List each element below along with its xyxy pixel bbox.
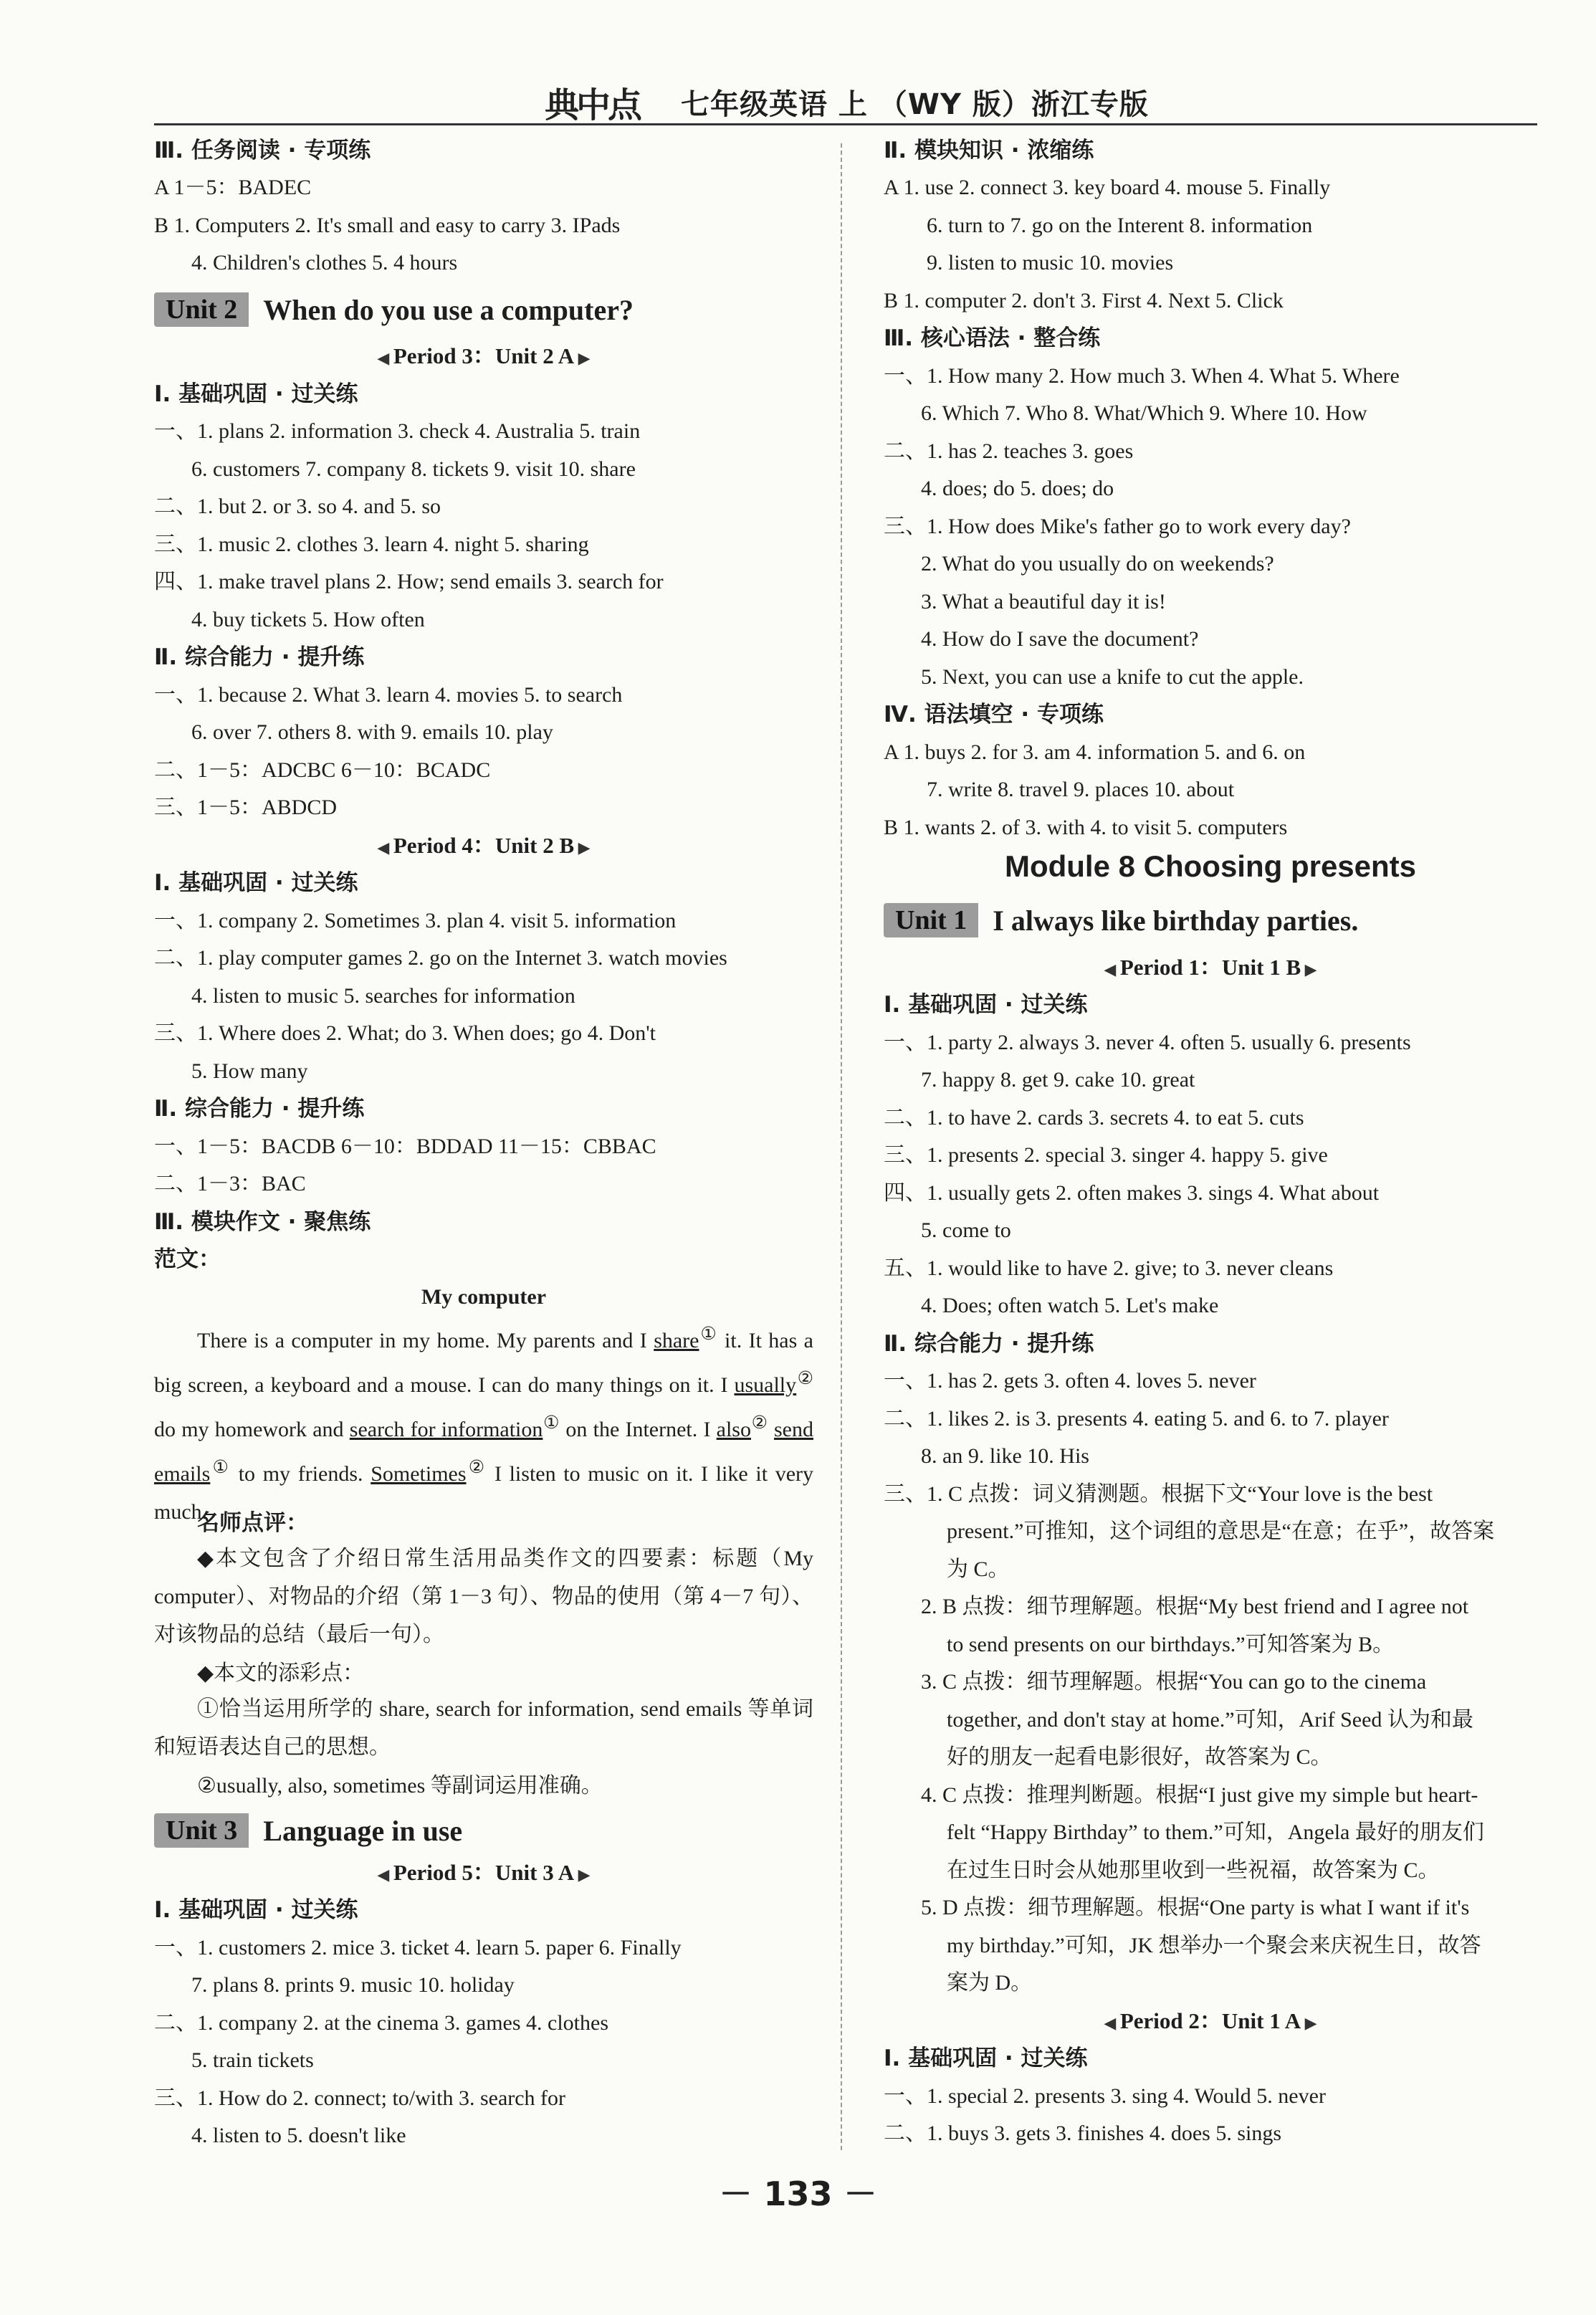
answer-line: 三、1. music 2. clothes 3. learn 4. night 5. sharing xyxy=(154,533,589,556)
answer-line: A 1－5：BADEC xyxy=(154,176,312,199)
period-heading: ◀ Period 3：Unit 2 A ▶ xyxy=(377,343,591,368)
answer-line: 二、1. play computer games 2. go on the Internet 3. watch movies xyxy=(154,946,727,970)
answer-line: 四、1. usually gets 2. often makes 3. sings 4. What about xyxy=(884,1181,1380,1205)
section-heading: Ⅰ. 基础巩固 · 过关练 xyxy=(154,870,358,896)
unit-heading xyxy=(884,903,1358,946)
explanation-line: 3. C 点拨：细节理解题。根据“You can go to the cinema xyxy=(921,1670,1427,1694)
book-logo: 典中点 xyxy=(545,85,640,125)
period-heading: ◀ Period 2：Unit 1 A ▶ xyxy=(1104,2008,1317,2033)
answer-line: 7. write 8. travel 9. places 10. about xyxy=(927,778,1235,801)
highlight-word: also xyxy=(716,1418,751,1441)
section-heading: Ⅰ. 基础巩固 · 过关练 xyxy=(154,381,358,407)
explanation-line: 为 C。 xyxy=(947,1557,1010,1581)
module-title: Module 8 Choosing presents xyxy=(1004,849,1417,883)
section-heading: Ⅲ. 模块作文 · 聚焦练 xyxy=(154,1209,371,1235)
section-heading: Ⅳ. 语法填空 · 专项练 xyxy=(884,702,1104,727)
answer-line: B 1. wants 2. of 3. with 4. to visit 5. computers xyxy=(884,816,1288,839)
unit-title: When do you use a computer? xyxy=(263,293,634,326)
unit-badge: Unit 3 xyxy=(154,1813,249,1848)
section-heading: Ⅱ. 综合能力 · 提升练 xyxy=(154,1096,365,1122)
section-heading: Ⅲ. 任务阅读 · 专项练 xyxy=(154,138,371,163)
answer-line: B 1. Computers 2. It's small and easy to carry 3. IPads xyxy=(154,214,621,237)
answer-line: 一、1. has 2. gets 3. often 4. loves 5. never xyxy=(884,1369,1256,1393)
answer-line: 三、1. How do 2. connect; to/with 3. search for xyxy=(154,2086,566,2110)
highlight-word: usually xyxy=(734,1373,797,1397)
period-heading: ◀ Period 4：Unit 2 B ▶ xyxy=(377,833,591,858)
unit-title: Language in use xyxy=(263,1814,463,1847)
section-heading: Ⅱ. 综合能力 · 提升练 xyxy=(884,1331,1094,1357)
unit-heading xyxy=(154,292,634,335)
answer-line: 6. customers 7. company 8. tickets 9. visit 10. share xyxy=(191,457,636,481)
highlight-word: send emails xyxy=(154,1418,813,1486)
answer-line: 二、1. likes 2. is 3. presents 4. eating 5. and 6. to 7. player xyxy=(884,1407,1389,1431)
essay-title: My computer xyxy=(421,1285,547,1309)
answer-line: 6. turn to 7. go on the Interent 8. information xyxy=(927,214,1313,237)
answer-line: 7. happy 8. get 9. cake 10. great xyxy=(921,1068,1195,1092)
answer-line: 9. listen to music 10. movies xyxy=(927,251,1174,275)
explanation-line: 好的朋友一起看电影很好，故答案为 C。 xyxy=(947,1745,1332,1769)
explanation-line: 2. B 点拨：细节理解题。根据“My best friend and I agree not xyxy=(921,1595,1469,1618)
answer-line: A 1. use 2. connect 3. key board 4. mouse 5. Finally xyxy=(884,176,1331,199)
explanation-line: 三、1. C 点拨：词义猜测题。根据下文“Your love is the best xyxy=(884,1482,1433,1506)
essay-body: There is a computer in my home. My parents and I share① it. It has a big screen, a keyboard and a mouse. I can do many things on it. I usually② do my homework and search for information① on the Internet. I also② send emails① to my friends. Sometimes② I listen to music on it. I like it very much. xyxy=(154,1324,813,1524)
answer-line: 8. an 9. like 10. His xyxy=(921,1444,1089,1468)
answer-line: 3. What a beautiful day it is! xyxy=(921,590,1166,614)
unit-badge: Unit 1 xyxy=(884,903,978,937)
explanation-line: felt “Happy Birthday” to them.”可知，Angela 最好的朋友们 xyxy=(947,1820,1484,1844)
comment-paragraph: ◆本文包含了介绍日常生活用品类作文的四要素：标题（My computer）、对物品的介绍（第 1－3 句）、物品的使用（第 4－7 句）、对该物品的总结（最后一句）。 xyxy=(154,1547,813,1646)
explanation-line: present.”可推知，这个词组的意思是“在意；在乎”，故答案 xyxy=(947,1519,1495,1543)
answer-line: 一、1. because 2. What 3. learn 4. movies 5. to search xyxy=(154,683,623,707)
section-heading: Ⅰ. 基础巩固 · 过关练 xyxy=(884,992,1088,1018)
answer-line: 二、1. buys 3. gets 3. finishes 4. does 5. sings xyxy=(884,2121,1281,2145)
answer-line: 三、1. How does Mike's father go to work every day? xyxy=(884,515,1351,538)
period-heading: ◀ Period 5：Unit 3 A ▶ xyxy=(377,1860,591,1885)
answer-line: 一、1. party 2. always 3. never 4. often 5. usually 6. presents xyxy=(884,1031,1411,1054)
answer-line: 4. listen to 5. doesn't like xyxy=(191,2124,406,2147)
page-number: － 133 － xyxy=(719,2175,877,2213)
answer-line: 二、1. but 2. or 3. so 4. and 5. so xyxy=(154,495,441,518)
answer-line: 五、1. would like to have 2. give; to 3. never cleans xyxy=(884,1256,1334,1280)
model-essay-label: 范文： xyxy=(154,1246,221,1272)
answer-line: 6. Which 7. Who 8. What/Which 9. Where 10. How xyxy=(921,401,1367,425)
answer-line: 二、1. has 2. teaches 3. goes xyxy=(884,439,1134,463)
answer-line: 一、1. customers 2. mice 3. ticket 4. learn 5. paper 6. Finally xyxy=(154,1936,682,1960)
unit-heading xyxy=(154,1813,462,1856)
unit-badge: Unit 2 xyxy=(154,292,249,327)
section-heading: Ⅱ. 综合能力 · 提升练 xyxy=(154,644,365,670)
comment-paragraph: ②usually, also, sometimes 等副词运用准确。 xyxy=(197,1774,603,1798)
answer-line: 二、1. to have 2. cards 3. secrets 4. to eat 5. cuts xyxy=(884,1106,1304,1130)
section-heading: Ⅰ. 基础巩固 · 过关练 xyxy=(154,1897,358,1923)
unit-title: I always like birthday parties. xyxy=(993,904,1359,937)
highlight-word: search for information xyxy=(349,1418,543,1441)
answer-line: 三、1. presents 2. special 3. singer 4. happy 5. give xyxy=(884,1143,1328,1167)
explanation-line: to send presents on our birthdays.”可知答案为 B。 xyxy=(947,1633,1395,1656)
answer-line: 四、1. make travel plans 2. How; send emails 3. search for xyxy=(154,570,664,593)
answer-line: 5. come to xyxy=(921,1218,1011,1242)
explanation-line: my birthday.”可知，JK 想举办一个聚会来庆祝生日，故答 xyxy=(947,1934,1481,1957)
explanation-line: 5. D 点拨：细节理解题。根据“One party is what I want if it's xyxy=(921,1896,1470,1919)
answer-line: 5. Next, you can use a knife to cut the apple. xyxy=(921,665,1304,689)
highlight-word: share xyxy=(654,1329,699,1352)
answer-line: 4. Does; often watch 5. Let's make xyxy=(921,1294,1219,1317)
answer-line: 7. plans 8. prints 9. music 10. holiday xyxy=(191,1973,515,1997)
answer-line: 4. How do I save the document? xyxy=(921,627,1199,651)
highlight-word: Sometimes xyxy=(371,1462,467,1486)
period-heading: ◀ Period 1：Unit 1 B ▶ xyxy=(1104,955,1317,980)
answer-line: 4. Children's clothes 5. 4 hours xyxy=(191,251,458,275)
header-rule xyxy=(154,123,1537,125)
answer-line: 二、1. company 2. at the cinema 3. games 4. clothes xyxy=(154,2011,608,2035)
answer-line: 4. listen to music 5. searches for information xyxy=(191,984,575,1008)
explanation-line: 在过生日时会从她那里收到一些祝福，故答案为 C。 xyxy=(947,1858,1440,1882)
answer-line: 三、1－5：ABDCD xyxy=(154,796,338,819)
answer-line: 二、1－3：BAC xyxy=(154,1172,306,1195)
explanation-line: 4. C 点拨：推理判断题。根据“I just give my simple but heart- xyxy=(921,1783,1478,1807)
answer-line: B 1. computer 2. don't 3. First 4. Next 5. Click xyxy=(884,289,1284,312)
column-divider xyxy=(841,143,842,2150)
answer-line: 5. How many xyxy=(191,1059,308,1083)
answer-line: 5. train tickets xyxy=(191,2048,314,2072)
page-header xyxy=(0,0,1596,129)
answer-line: 6. over 7. others 8. with 9. emails 10. play xyxy=(191,720,553,744)
section-heading: Ⅰ. 基础巩固 · 过关练 xyxy=(884,2046,1088,2071)
answer-line: 一、1－5：BACDB 6－10：BDDAD 11－15：CBBAC xyxy=(154,1135,656,1158)
answer-line: 一、1. special 2. presents 3. sing 4. Would 5. never xyxy=(884,2084,1326,2108)
answer-line: 一、1. plans 2. information 3. check 4. Australia 5. train xyxy=(154,419,641,443)
answer-line: 4. does; do 5. does; do xyxy=(921,477,1114,500)
comment-paragraph: ◆本文的添彩点： xyxy=(197,1661,365,1685)
book-title: 七年级英语 上 （WY 版）浙江专版 xyxy=(681,88,1149,121)
section-heading: Ⅱ. 模块知识 · 浓缩练 xyxy=(884,138,1094,163)
comment-paragraph: ①恰当运用所学的 share, search for information, send emails 等单词和短语表达自己的思想。 xyxy=(154,1697,813,1759)
answer-line: 4. buy tickets 5. How often xyxy=(191,608,425,631)
explanation-line: together, and don't stay at home.”可知，Arif Seed 认为和最 xyxy=(947,1708,1473,1732)
answer-line: A 1. buys 2. for 3. am 4. information 5. and 6. on xyxy=(884,740,1306,764)
answer-line: 一、1. How many 2. How much 3. When 4. What 5. Where xyxy=(884,364,1400,388)
answer-line: 2. What do you usually do on weekends? xyxy=(921,552,1274,576)
section-heading: Ⅲ. 核心语法 · 整合练 xyxy=(884,325,1101,351)
comment-heading: 名师点评： xyxy=(197,1510,308,1536)
answer-line: 一、1. company 2. Sometimes 3. plan 4. visit 5. information xyxy=(154,909,677,932)
explanation-line: 案为 D。 xyxy=(947,1971,1033,1995)
answer-line: 三、1. Where does 2. What; do 3. When does; go 4. Don't xyxy=(154,1021,656,1045)
answer-line: 二、1－5：ADCBC 6－10：BCADC xyxy=(154,758,491,782)
